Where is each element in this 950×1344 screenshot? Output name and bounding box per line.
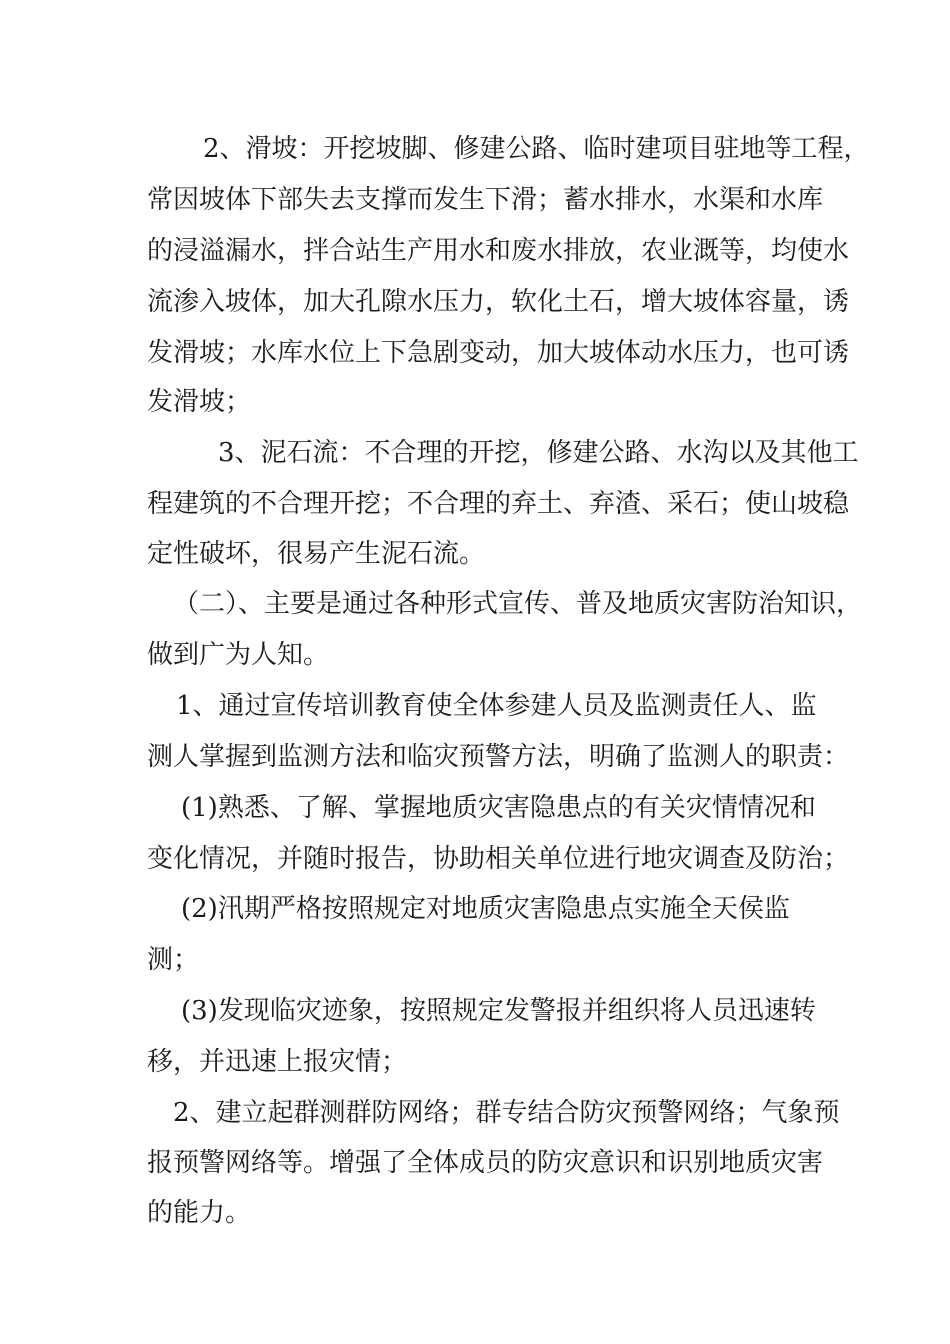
text-line: 测人掌握到监测方法和临灾预警方法，明确了监测人的职责： xyxy=(147,742,850,772)
text-line: 流渗入坡体，加大孔隙水压力，软化土石，增大坡体容量，诱 xyxy=(147,287,850,317)
text-line: 发滑坡；水库水位上下急剧变动，加大坡体动水压力，也可诱 xyxy=(147,338,850,368)
text-line: 的浸溢漏水，拌合站生产用水和废水排放，农业溉等，均使水 xyxy=(147,236,850,266)
text-line: 测； xyxy=(147,945,200,975)
landslide-heading-line: 2、滑坡：开挖坡脚、修建公路、临时建项目驻地等工程， xyxy=(203,134,870,164)
text-line: 定性破坏，很易产生泥石流。 xyxy=(147,539,486,569)
sub-item-3-line: (3)发现临灾迹象，按照规定发警报并组织将人员迅速转 xyxy=(181,996,816,1026)
section-two-heading-line: （二）、主要是通过各种形式宣传、普及地质灾害防治知识， xyxy=(173,589,863,619)
sub-item-2-line: (2)汛期严格按照规定对地质灾害隐患点实施全天侯监 xyxy=(181,894,790,924)
text-line: 发滑坡； xyxy=(147,387,252,417)
text-line: 做到广为人知。 xyxy=(147,640,330,670)
text-line: 变化情况，并随时报告，协助相关单位进行地灾调查及防治； xyxy=(147,844,850,874)
text-line: 报预警网络等。增强了全体成员的防灾意识和识别地质灾害 xyxy=(147,1148,824,1178)
text-line: 程建筑的不合理开挖；不合理的弃土、弃渣、采石；使山坡稳 xyxy=(147,489,850,519)
item-2-line: 2、建立起群测群防网络；群专结合防灾预警网络；气象预 xyxy=(173,1098,840,1128)
text-line: 移，并迅速上报灾情； xyxy=(147,1047,408,1077)
debris-flow-heading-line: 3、泥石流：不合理的开挖，修建公路、水沟以及其他工 xyxy=(218,438,859,468)
text-line: 常因坡体下部失去支撑而发生下滑；蓄水排水，水渠和水库 xyxy=(147,185,824,215)
sub-item-1-line: (1)熟悉、了解、掌握地质灾害隐患点的有关灾情情况和 xyxy=(181,793,816,823)
text-line: 的能力。 xyxy=(147,1198,252,1228)
item-1-line: 1、通过宣传培训教育使全体参建人员及监测责任人、监 xyxy=(176,691,817,721)
